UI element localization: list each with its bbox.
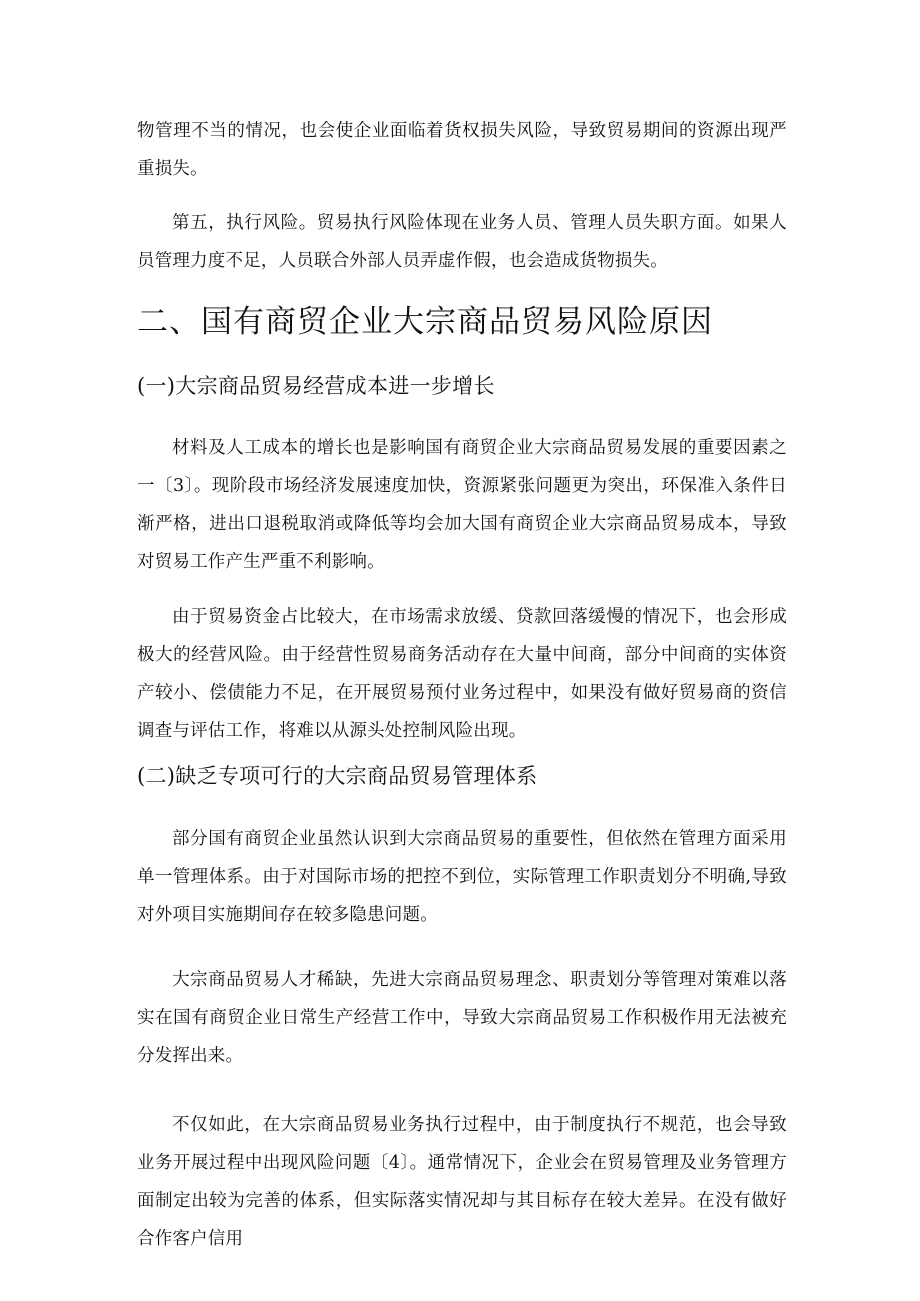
subheading-rising-costs: (一)大宗商品贸易经营成本进一步增长 <box>137 374 495 398</box>
paragraph-single-management: 部分国有商贸企业虽然认识到大宗商品贸易的重要性，但依然在管理方面采用单一管理体系。由于对国际市场的把控不到位，实际管理工作职责划分不明确,导致对外项目实施期间存在较多隐患问题。 <box>137 829 787 925</box>
section-heading-risk-causes: 二、国有商贸企业大宗商品贸易风险原因 <box>137 304 713 340</box>
paragraph-capital-risk: 由于贸易资金占比较大，在市场需求放缓、贷款回落缓慢的情况下，也会形成极大的经营风险。由于经营性贸易商务活动存在大量中间商，部分中间商的实体资产较小、偿债能力不足，在开展贸易预付业务过程中，如果没有做好贸易商的资信调查与评估工作，将难以从源头处控制风险出现。 <box>137 607 787 741</box>
paragraph-cost-growth: 材料及人工成本的增长也是影响国有商贸企业大宗商品贸易发展的重要因素之一〔3〕。现阶段市场经济发展速度加快，资源紧张问题更为突出，环保准入条件日渐严格，进出口退税取消或降低等均会加大国有商贸企业大宗商品贸易成本，导致对贸易工作产生严重不利影响。 <box>137 438 787 572</box>
paragraph-goods-rights-loss: 物管理不当的情况，也会使企业面临着货权损失风险，导致贸易期间的资源出现严重损失。 <box>137 121 787 179</box>
paragraph-execution-risk: 第五，执行风险。贸易执行风险体现在业务人员、管理人员失职方面。如果人员管理力度不足，人员联合外部人员弄虚作假，也会造成货物损失。 <box>137 213 787 271</box>
paragraph-talent-shortage: 大宗商品贸易人才稀缺，先进大宗商品贸易理念、职责划分等管理对策难以落实在国有商贸企业日常生产经营工作中，导致大宗商品贸易工作积极作用无法被充分发挥出来。 <box>137 970 787 1066</box>
subheading-management-system: (二)缺乏专项可行的大宗商品贸易管理体系 <box>137 764 538 788</box>
paragraph-execution-process: 不仅如此，在大宗商品贸易业务执行过程中，由于制度执行不规范，也会导致业务开展过程中出现风险问题〔4〕。通常情况下，企业会在贸易管理及业务管理方面制定出较为完善的体系，但实际落实情况却与其目标存在较大差异。在没有做好合作客户信用 <box>137 1115 787 1249</box>
